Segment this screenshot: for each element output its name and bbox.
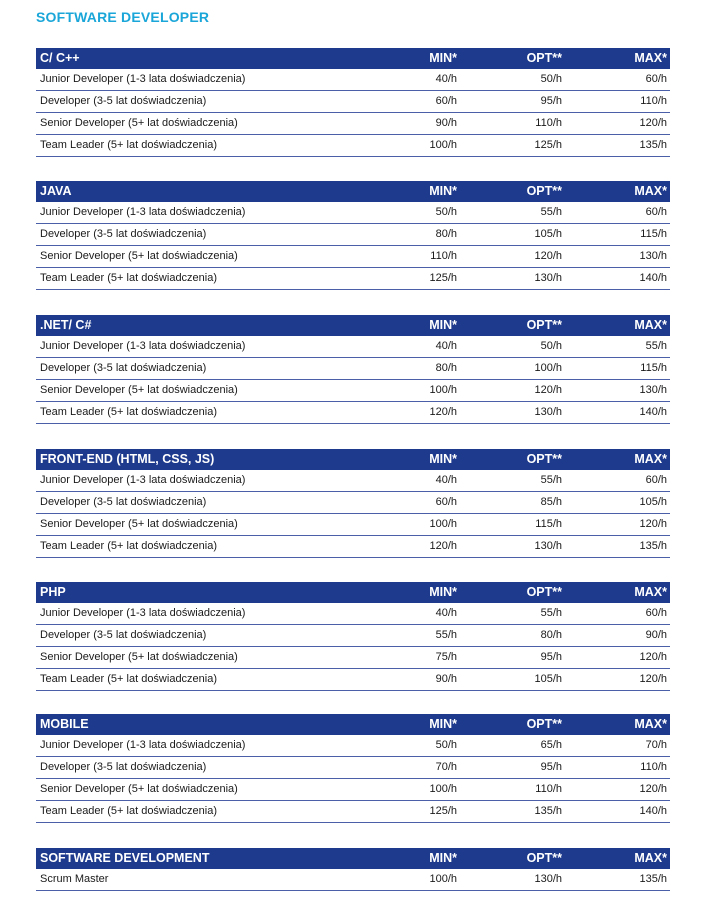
min-cell: 40/h [435,607,457,619]
table-header [36,848,670,869]
opt-cell: 95/h [540,95,562,107]
max-cell: 135/h [639,540,667,552]
min-cell: 125/h [429,272,457,284]
opt-cell: 55/h [540,206,562,218]
opt-cell: 50/h [540,340,562,352]
min-cell: 75/h [435,651,457,663]
table-row [36,625,670,647]
opt-cell: 95/h [540,651,562,663]
opt-cell: 55/h [540,474,562,486]
max-cell: 120/h [639,673,667,685]
max-cell: 60/h [645,607,667,619]
opt-cell: 105/h [534,228,562,240]
max-column-header: MAX* [634,585,667,599]
table-row [36,470,670,492]
role-cell: Junior Developer (1-3 lata doświadczenia) [40,340,246,352]
table-row [36,801,670,823]
min-cell: 60/h [435,496,457,508]
section-name: MOBILE [40,717,89,731]
max-cell: 115/h [640,362,667,374]
table-row [36,246,670,268]
role-cell: Developer (3-5 lat doświadczenia) [40,629,207,641]
role-cell: Junior Developer (1-3 lata doświadczenia) [40,607,246,619]
rate-table-java [36,181,670,290]
opt-cell: 130/h [534,540,562,552]
max-column-header: MAX* [634,51,667,65]
table-row [36,402,670,424]
opt-cell: 110/h [535,783,562,795]
max-column-header: MAX* [634,184,667,198]
min-cell: 40/h [435,73,457,85]
rate-table-software-development [36,848,670,891]
min-cell: 100/h [429,518,457,530]
table-row [36,69,670,91]
max-column-header: MAX* [634,851,667,865]
min-column-header: MIN* [429,585,457,599]
section-name: .NET/ C# [40,318,92,332]
max-cell: 120/h [639,518,667,530]
table-row [36,91,670,113]
min-cell: 55/h [435,629,457,641]
min-cell: 100/h [429,873,457,885]
table-header [36,48,670,69]
min-column-header: MIN* [429,851,457,865]
table-row [36,514,670,536]
min-cell: 90/h [435,117,457,129]
max-cell: 105/h [639,496,667,508]
role-cell: Senior Developer (5+ lat doświadczenia) [40,117,238,129]
table-row [36,757,670,779]
min-cell: 100/h [429,139,457,151]
role-cell: Developer (3-5 lat doświadczenia) [40,228,207,240]
role-cell: Scrum Master [40,873,109,885]
role-cell: Senior Developer (5+ lat doświadczenia) [40,783,238,795]
opt-column-header: OPT** [526,51,562,65]
opt-cell: 65/h [540,739,562,751]
opt-cell: 135/h [534,805,562,817]
opt-cell: 130/h [534,406,562,418]
opt-column-header: OPT** [526,184,562,198]
opt-cell: 50/h [540,73,562,85]
opt-column-header: OPT** [526,717,562,731]
role-cell: Senior Developer (5+ lat doświadczenia) [40,651,238,663]
table-header [36,315,670,336]
table-row [36,224,670,246]
min-cell: 120/h [429,406,457,418]
section-name: SOFTWARE DEVELOPMENT [40,851,210,865]
table-row [36,492,670,514]
section-name: FRONT-END (HTML, CSS, JS) [40,452,215,466]
table-header [36,181,670,202]
table-row [36,135,670,157]
opt-cell: 110/h [535,117,562,129]
opt-cell: 100/h [534,362,562,374]
min-cell: 80/h [435,362,457,374]
opt-cell: 120/h [534,384,562,396]
table-row [36,647,670,669]
role-cell: Team Leader (5+ lat doświadczenia) [40,540,218,552]
max-cell: 135/h [639,873,667,885]
rate-table-php [36,582,670,691]
section-name: JAVA [40,184,72,198]
max-cell: 120/h [639,651,667,663]
max-cell: 115/h [640,228,667,240]
max-cell: 130/h [639,384,667,396]
min-cell: 50/h [435,206,457,218]
role-cell: Team Leader (5+ lat doświadczenia) [40,272,218,284]
table-row [36,669,670,691]
table-header [36,582,670,603]
role-cell: Junior Developer (1-3 lata doświadczenia) [40,739,246,751]
role-cell: Junior Developer (1-3 lata doświadczenia) [40,73,246,85]
table-row [36,358,670,380]
min-cell: 125/h [429,805,457,817]
min-column-header: MIN* [429,318,457,332]
page-title: SOFTWARE DEVELOPER [36,9,210,25]
table-row [36,779,670,801]
min-column-header: MIN* [429,717,457,731]
table-row [36,113,670,135]
table-row [36,869,670,891]
role-cell: Junior Developer (1-3 lata doświadczenia) [40,206,246,218]
max-column-header: MAX* [634,318,667,332]
max-cell: 120/h [639,783,667,795]
opt-cell: 95/h [540,761,562,773]
min-cell: 60/h [435,95,457,107]
table-row [36,603,670,625]
min-cell: 80/h [435,228,457,240]
max-cell: 140/h [639,805,667,817]
min-column-header: MIN* [429,51,457,65]
max-cell: 90/h [645,629,667,641]
table-row [36,202,670,224]
opt-cell: 130/h [534,873,562,885]
opt-column-header: OPT** [526,851,562,865]
max-cell: 140/h [639,272,667,284]
opt-cell: 55/h [540,607,562,619]
opt-column-header: OPT** [526,318,562,332]
role-cell: Senior Developer (5+ lat doświadczenia) [40,250,238,262]
max-cell: 60/h [645,474,667,486]
max-cell: 140/h [639,406,667,418]
max-cell: 135/h [639,139,667,151]
table-row [36,268,670,290]
min-cell: 100/h [429,783,457,795]
min-cell: 90/h [435,673,457,685]
table-header [36,449,670,470]
rate-table-dotnet-csharp [36,315,670,424]
role-cell: Senior Developer (5+ lat doświadczenia) [40,384,238,396]
role-cell: Junior Developer (1-3 lata doświadczenia) [40,474,246,486]
opt-cell: 85/h [540,496,562,508]
opt-cell: 105/h [534,673,562,685]
max-cell: 55/h [645,340,667,352]
role-cell: Team Leader (5+ lat doświadczenia) [40,673,218,685]
opt-column-header: OPT** [526,452,562,466]
table-header [36,714,670,735]
rate-table-c-cpp [36,48,670,157]
role-cell: Developer (3-5 lat doświadczenia) [40,95,207,107]
opt-cell: 130/h [534,272,562,284]
opt-cell: 125/h [534,139,562,151]
min-column-header: MIN* [429,184,457,198]
max-cell: 60/h [645,73,667,85]
table-row [36,336,670,358]
role-cell: Senior Developer (5+ lat doświadczenia) [40,518,238,530]
role-cell: Team Leader (5+ lat doświadczenia) [40,805,218,817]
min-cell: 50/h [435,739,457,751]
max-cell: 60/h [645,206,667,218]
min-column-header: MIN* [429,452,457,466]
table-row [36,735,670,757]
opt-cell: 80/h [540,629,562,641]
max-column-header: MAX* [634,717,667,731]
min-cell: 40/h [435,340,457,352]
role-cell: Developer (3-5 lat doświadczenia) [40,761,207,773]
max-cell: 130/h [639,250,667,262]
min-cell: 110/h [430,250,457,262]
table-row [36,380,670,402]
role-cell: Developer (3-5 lat doświadczenia) [40,496,207,508]
max-cell: 110/h [640,95,667,107]
min-cell: 70/h [435,761,457,773]
rate-table-front-end [36,449,670,558]
min-cell: 100/h [429,384,457,396]
role-cell: Team Leader (5+ lat doświadczenia) [40,406,218,418]
min-cell: 120/h [429,540,457,552]
rate-table-mobile [36,714,670,823]
opt-cell: 120/h [534,250,562,262]
section-name: C/ C++ [40,51,80,65]
opt-cell: 115/h [535,518,562,530]
max-cell: 70/h [645,739,667,751]
max-cell: 110/h [640,761,667,773]
table-row [36,536,670,558]
role-cell: Team Leader (5+ lat doświadczenia) [40,139,218,151]
min-cell: 40/h [435,474,457,486]
opt-column-header: OPT** [526,585,562,599]
max-cell: 120/h [639,117,667,129]
role-cell: Developer (3-5 lat doświadczenia) [40,362,207,374]
section-name: PHP [40,585,66,599]
max-column-header: MAX* [634,452,667,466]
